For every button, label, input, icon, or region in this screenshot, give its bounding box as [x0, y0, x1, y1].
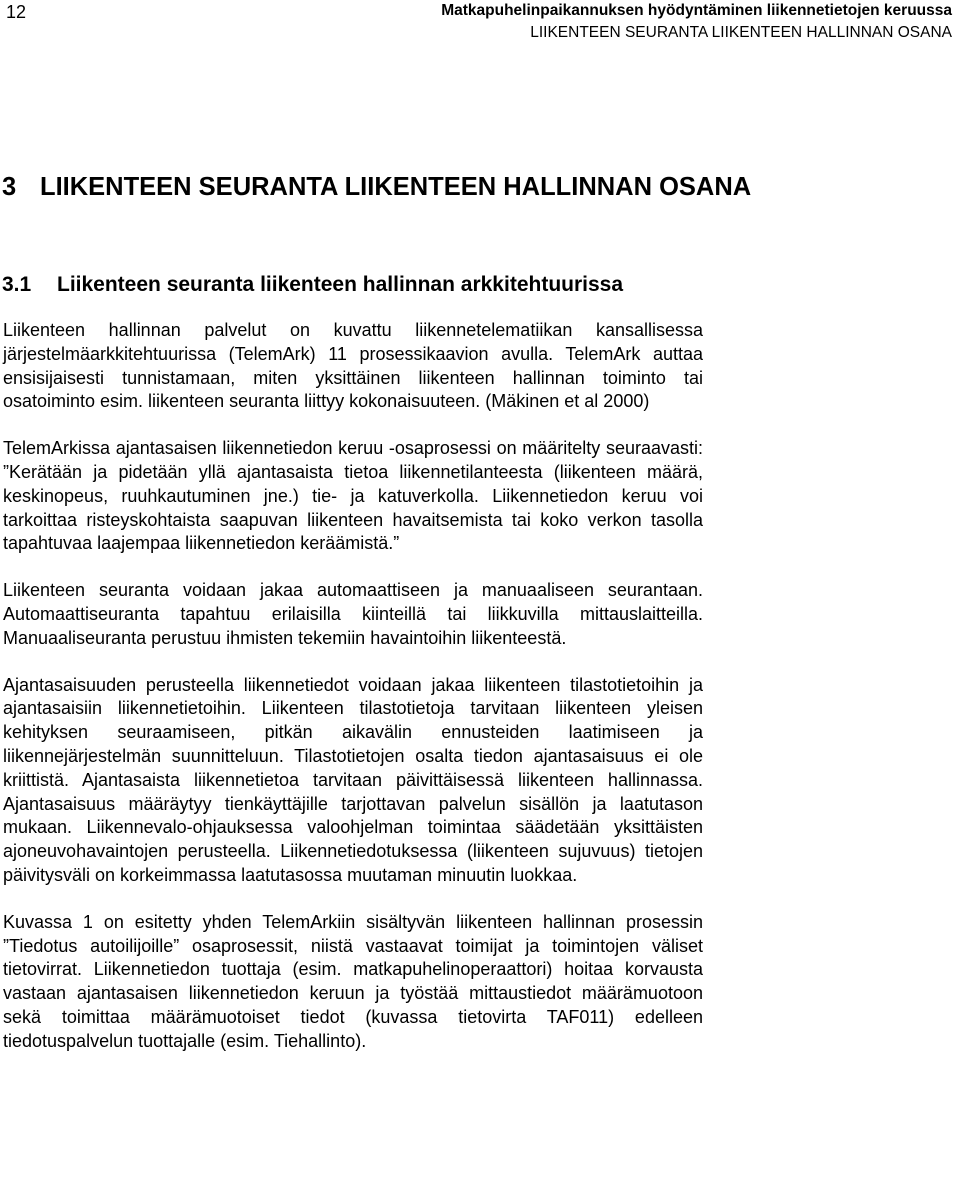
page-number: 12	[6, 2, 27, 22]
paragraph: Ajantasaisuuden perusteella liikennetiedot voidaan jakaa liikenteen tilastotietoihin ja ajantasaisiin liikennetietoihin. Liikenteen tilastotietoja tarvitaan liikenteen yleisen kehityksen seuraamiseen, pitkän aikavälin ennusteiden laatimiseen ja liikennejärjestelmän suunnitteluun. Tilastotietojen osalta tiedon ajantasaisuus ei ole kriittistä. Ajantasaista liikennetietoa tarvitaan päivittäisessä liikenteen hallinnassa. Ajantasaisuus määräytyy tienkäyttäjille tarjottavan palvelun sisällön ja laatutason mukaan. Liikennevalo-ohjauksessa valoohjelman toimintaa säädetään yksittäisten ajoneuvohavaintojen perusteella. Liikennetiedotuksessa (liikenteen sujuvuus) tietojen päivitysväli on korkeimmassa laatutasossa muutaman minuutin luokkaa.	[3, 674, 703, 885]
section-heading	[2, 271, 623, 299]
chapter-heading	[2, 172, 762, 203]
paragraph: Liikenteen seuranta voidaan jakaa automaattiseen ja manuaaliseen seurantaan. Automaattiseuranta tapahtuu erilaisilla kiinteillä tai liikkuvilla mittauslaitteilla. Manuaaliseuranta perustuu ihmisten tekemiin havaintoihin liikenteestä.	[3, 580, 703, 648]
paragraph: Kuvassa 1 on esitetty yhden TelemArkiin sisältyvän liikenteen hallinnan prosessin ”Tiedotus autoilijoille” osaprosessit, niistä vastaavat toimijat ja toimintojen väliset tietovirrat. Liikennetiedon tuottaja (esim. matkapuhelinoperaattori) hoitaa korvausta vastaan ajantasaisen liikennetiedon keruun ja työstää mittaustiedot määrämuotoon sekä toimittaa määrämuotoiset tiedot (kuvassa tietovirta TAF011) edelleen tiedotuspalvelun tuottajalle (esim. Tiehallinto).	[3, 911, 703, 1051]
section-title: Liikenteen seuranta liikenteen hallinnan arkkitehtuurissa	[57, 273, 624, 296]
chapter-title: LIIKENTEEN SEURANTA LIIKENTEEN HALLINNAN OSANA	[40, 173, 752, 201]
paragraph: TelemArkissa ajantasaisen liikennetiedon keruu -osaprosessi on määritelty seuraavasti: ”Kerätään ja pidetään yllä ajantasaista tietoa liikennetilanteesta (liikenteen määrä, keskinopeus, ruuhkautuminen jne.) tie- ja katuverkolla. Liikennetiedon keruu voi tarkoittaa risteyskohtaista saapuvan liikenteen havaitsemista tai koko verkon tasolla tapahtuvaa laajempaa liikennetiedon keräämistä.”	[3, 438, 703, 554]
section-number: 3.1	[2, 273, 32, 296]
running-head	[441, 0, 952, 44]
running-section: LIIKENTEEN SEURANTA LIIKENTEEN HALLINNAN OSANA	[530, 24, 952, 41]
running-title: Matkapuhelinpaikannuksen hyödyntäminen liikennetietojen keruussa	[441, 2, 952, 19]
body-text	[3, 319, 703, 1077]
paragraph: Liikenteen hallinnan palvelut on kuvattu liikennetelematiikan kansallisessa järjestelmäarkkitehtuurissa (TelemArk) 11 prosessikaavion avulla. TelemArk auttaa ensisijaisesti tunnistamaan, miten yksittäinen liikenteen hallinnan toiminto tai osatoiminto esim. liikenteen seuranta liittyy kokonaisuuteen. (Mäkinen et al 2000)	[3, 320, 703, 412]
chapter-number: 3	[2, 173, 17, 201]
